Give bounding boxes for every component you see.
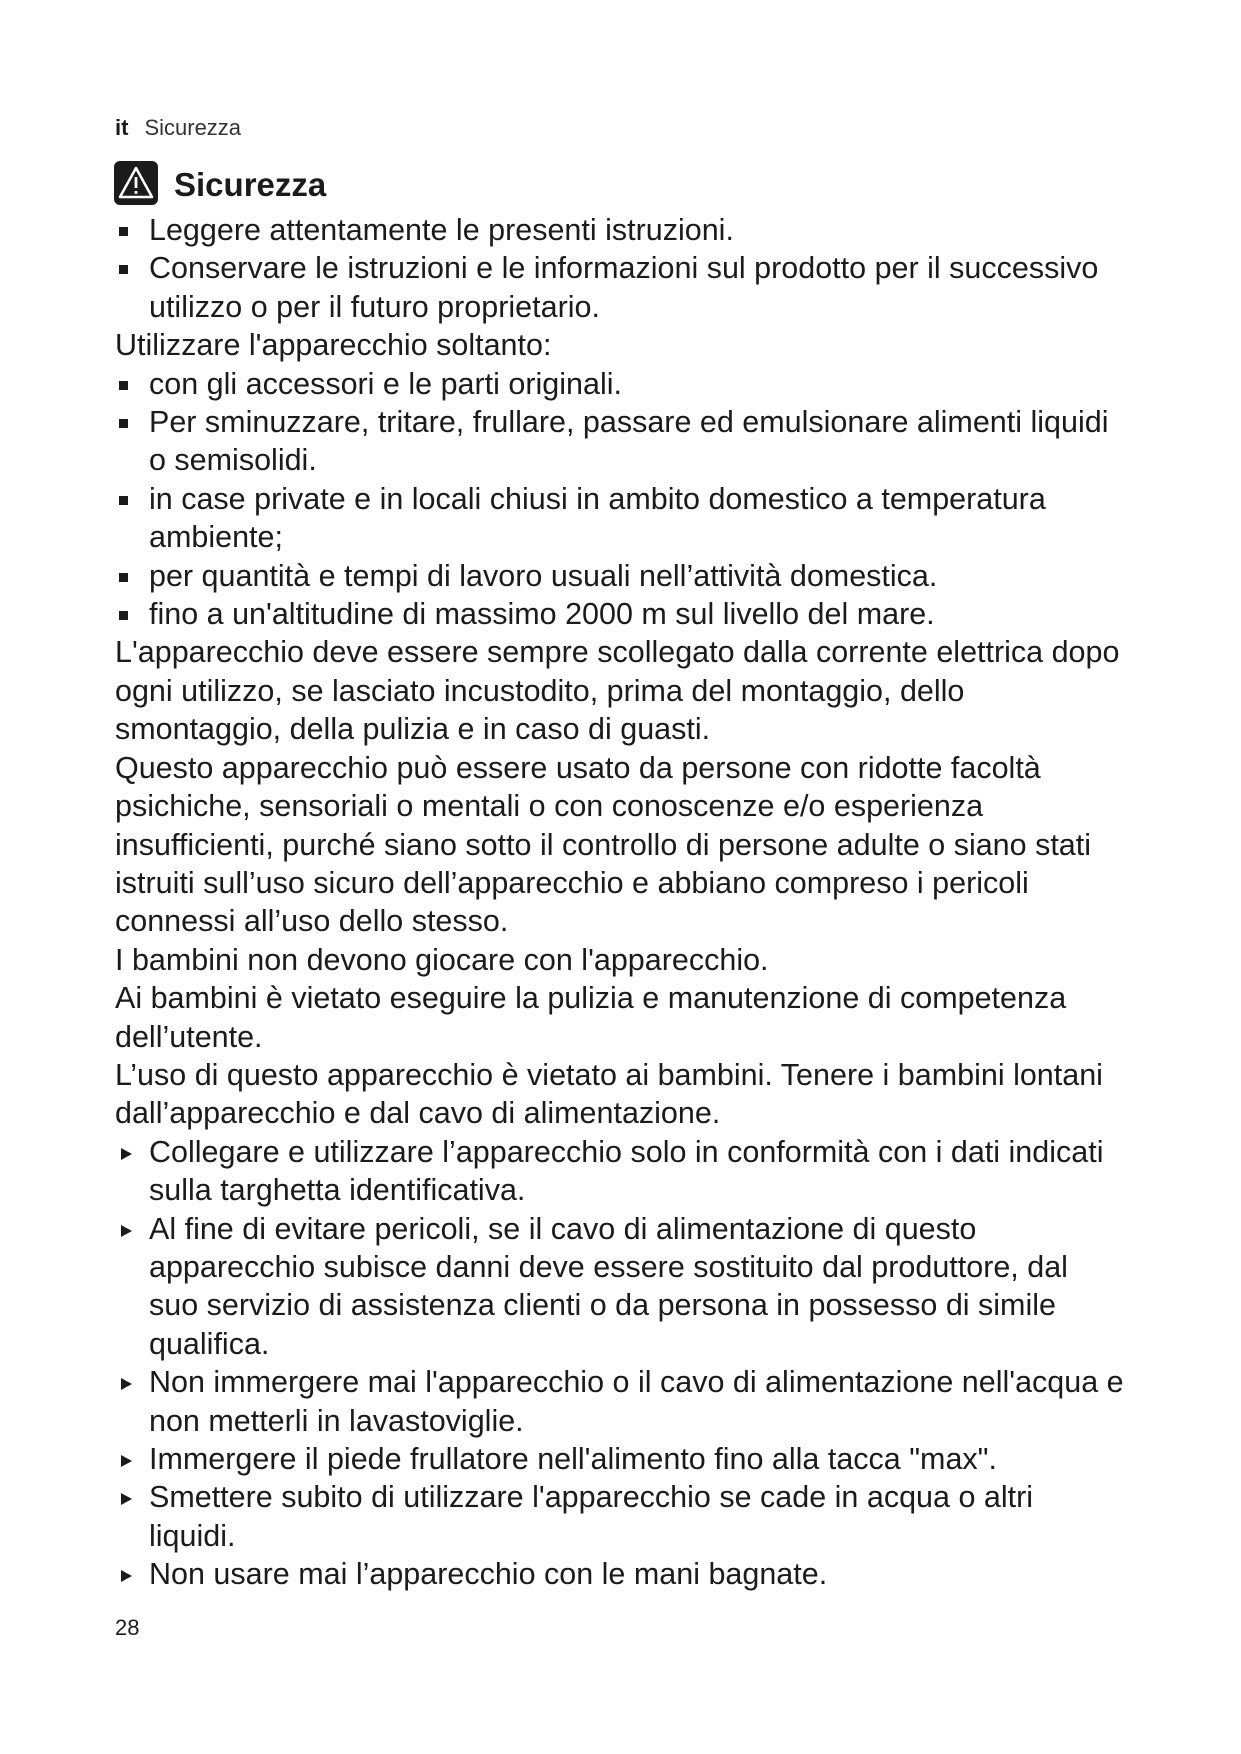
item-text: Conservare le istruzioni e le informazioni sul prodotto per il successivo utilizzo o per il futuro proprietario.	[149, 251, 1099, 324]
square-bullet-icon	[119, 573, 128, 582]
page-title: Sicurezza	[174, 166, 327, 203]
square-bullet-icon	[119, 265, 128, 274]
item-text: fino a un'altitudine di massimo 2000 m sul livello del mare.	[149, 597, 935, 632]
paragraph: L'apparecchio deve essere sempre scollegato dalla corrente elettrica dopo ogni utilizzo, se lasciato incustodito, prima del montaggio, dello smontaggio, della pulizia e in caso di guasti.	[115, 635, 1120, 747]
square-bullet-icon	[119, 419, 128, 428]
square-bullet-icon	[119, 381, 128, 390]
safety-content	[115, 211, 1125, 1594]
bullet-item	[115, 365, 1125, 403]
section-heading	[113, 160, 326, 206]
paragraph: L’uso di questo apparecchio è vietato ai bambini. Tenere i bambini lontani dall’apparecchio e dal cavo di alimentazione.	[115, 1057, 1103, 1131]
bullet-item	[115, 403, 1125, 480]
instruction-item	[115, 1440, 1125, 1478]
item-text: Per sminuzzare, tritare, frullare, passare ed emulsionare alimenti liquidi o semisolidi.	[149, 405, 1109, 478]
item-text: Non immergere mai l'apparecchio o il cavo di alimentazione nell'acqua e non metterli in lavastoviglie.	[149, 1365, 1124, 1438]
bullet-item	[115, 211, 1125, 249]
square-bullet-icon	[119, 227, 128, 236]
paragraph: Ai bambini è vietato eseguire la pulizia e manutenzione di competenza dell’utente.	[115, 981, 1067, 1054]
item-text: Al fine di evitare pericoli, se il cavo di alimentazione di questo apparecchio subisce danni deve essere sostituito dal produttore, dal suo servizio di assistenza clienti o da persona in possesso di simile qualifica.	[149, 1211, 1068, 1361]
item-text: Immergere il piede frullatore nell'alimento fino alla tacca "max".	[149, 1442, 997, 1476]
instruction-item	[115, 1555, 1125, 1593]
item-text: per quantità e tempi di lavoro usuali nell’attività domestica.	[149, 558, 938, 593]
item-text: con gli accessori e le parti originali.	[149, 366, 622, 401]
arrow-bullet-icon	[121, 1225, 132, 1237]
instruction-item	[115, 1133, 1125, 1210]
square-bullet-icon	[119, 496, 128, 505]
item-text: in case private e in locali chiusi in ambito domestico a temperatura ambiente;	[149, 481, 1046, 555]
item-text: Collegare e utilizzare l’apparecchio solo in conformità con i dati indicati sulla targhetta identificativa.	[149, 1134, 1104, 1208]
paragraph: Questo apparecchio può essere usato da persone con ridotte facoltà psichiche, sensoriali o mentali o con conoscenze e/o esperienza insufficienti, purché siano sotto il controllo di persone adulte o siano stati istruiti sull’uso sicuro dell’apparecchio e abbiano compreso i pericoli connessi all’uso dello stesso.	[115, 750, 1092, 939]
item-text: Non usare mai l’apparecchio con le mani bagnate.	[149, 1557, 828, 1592]
running-header	[115, 114, 241, 142]
arrow-bullet-icon	[121, 1378, 132, 1390]
warning-triangle-icon	[113, 160, 159, 206]
header-section: Sicurezza	[144, 115, 242, 140]
instruction-item	[115, 1478, 1125, 1555]
paragraph: Utilizzare l'apparecchio soltanto:	[115, 328, 552, 363]
item-text: Leggere attentamente le presenti istruzioni.	[149, 213, 734, 247]
bullet-item	[115, 595, 1125, 633]
page-number: 28	[115, 1615, 140, 1640]
instruction-item	[115, 1363, 1125, 1440]
bullet-item	[115, 557, 1125, 595]
arrow-bullet-icon	[121, 1570, 132, 1582]
instruction-item	[115, 1210, 1125, 1364]
arrow-bullet-icon	[121, 1455, 132, 1467]
bullet-item	[115, 249, 1125, 326]
arrow-bullet-icon	[121, 1493, 132, 1505]
bullet-item	[115, 480, 1125, 557]
language-code: it	[115, 115, 129, 140]
item-text: Smettere subito di utilizzare l'apparecchio se cade in acqua o altri liquidi.	[149, 1480, 1034, 1553]
paragraph: I bambini non devono giocare con l'apparecchio.	[115, 942, 769, 977]
arrow-bullet-icon	[121, 1148, 132, 1160]
square-bullet-icon	[119, 611, 128, 620]
